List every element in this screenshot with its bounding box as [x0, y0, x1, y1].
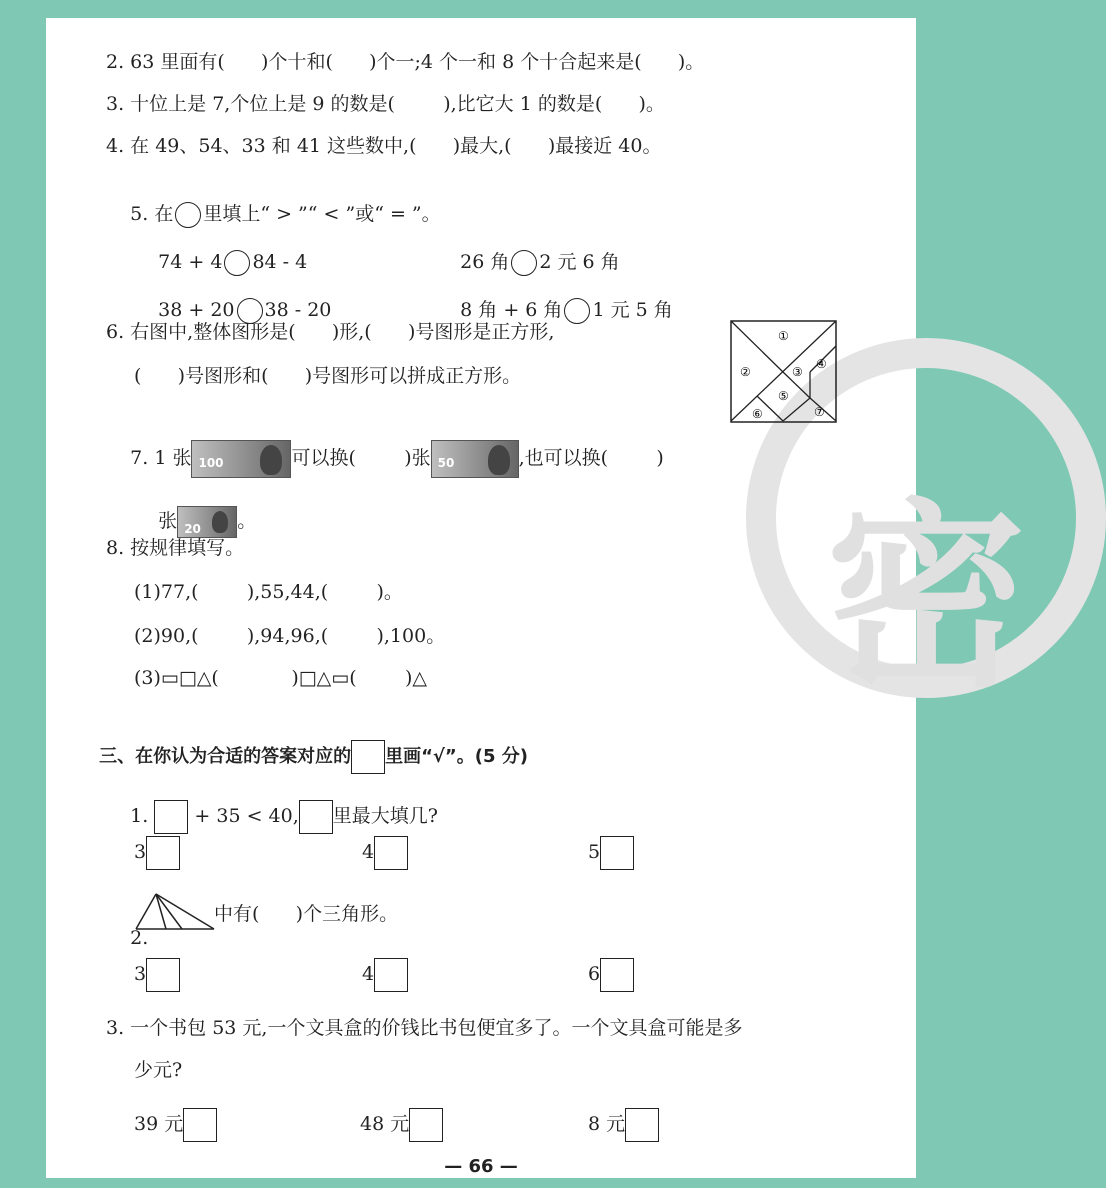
checkbox[interactable]	[374, 836, 408, 870]
checkbox[interactable]	[374, 958, 408, 992]
mc2-number: 2.	[130, 927, 149, 949]
triangle-figure	[134, 892, 216, 932]
mc1-text-end: 里最大填几?	[332, 805, 438, 827]
question-6-line2: ( )号图形和( )号图形可以拼成正方形。	[134, 365, 522, 387]
q5-suffix: 里填上“ > ”“ < ”或“ = ”。	[203, 203, 441, 225]
tangram-label: ⑦	[814, 405, 825, 419]
q8-item-2: (2)90,( ),94,96,( ),100。	[134, 625, 446, 647]
q5a-right: 84 - 4	[252, 251, 308, 273]
tangram-label: ⑤	[778, 389, 789, 403]
tangram-label: ③	[792, 365, 803, 379]
mc3-option: 39 元	[134, 1108, 217, 1142]
checkbox[interactable]	[625, 1108, 659, 1142]
q7-text-d: 张	[158, 510, 178, 532]
mc1-option: 4	[362, 836, 408, 870]
q5d-right: 1 元 5 角	[592, 299, 673, 321]
worksheet-page	[46, 18, 1027, 1178]
watermark-glyph: 密	[826, 482, 1027, 715]
q8-item-1: (1)77,( ),55,44,( )。	[134, 581, 403, 603]
checkbox[interactable]	[146, 836, 180, 870]
q5c-right: 38 - 20	[264, 299, 332, 321]
question-4: 4. 在 49、54、33 和 41 这些数中,( )最大,( )最接近 40。	[106, 135, 662, 157]
question-8: 8. 按规律填写。	[106, 537, 245, 559]
q7-text-e: 。	[237, 510, 257, 532]
tangram-label: ②	[740, 365, 751, 379]
q7-text-a: 7. 1 张	[130, 447, 192, 469]
q7-text-b: 可以换( )张	[291, 447, 431, 469]
q5a-left: 74 + 4	[158, 251, 223, 273]
checkbox[interactable]	[409, 1108, 443, 1142]
answer-box	[351, 740, 385, 774]
answer-box	[299, 800, 333, 834]
bill-denomination: 100	[198, 456, 224, 470]
compare-circle[interactable]	[511, 250, 537, 276]
bill-denomination: 20	[184, 522, 201, 536]
question-3: 3. 十位上是 7,个位上是 9 的数是( ),比它大 1 的数是( )。	[106, 93, 665, 115]
mc1-option: 3	[134, 836, 180, 870]
q7-text-c: ,也可以换( )	[518, 447, 664, 469]
q5b-left: 26 角	[460, 251, 510, 273]
mc1-text: + 35 < 40,	[194, 805, 299, 827]
page-number: — 66 —	[444, 1156, 518, 1177]
mc-question-3-line1: 3. 一个书包 53 元,一个文具盒的价钱比书包便宜多了。一个文具盒可能是多	[106, 1017, 743, 1039]
tangram-label: ①	[778, 329, 789, 343]
sec3-text-a: 三、在你认为合适的答案对应的	[99, 746, 352, 767]
checkbox[interactable]	[600, 958, 634, 992]
mc1-option: 5	[588, 836, 634, 870]
checkbox[interactable]	[600, 836, 634, 870]
q8-item-3: (3)▭□△( )□△▭( )△	[134, 667, 427, 689]
question-6-line1: 6. 右图中,整体图形是( )形,( )号图形是正方形,	[106, 321, 555, 343]
question-2: 2. 63 里面有( )个十和( )个一;4 个一和 8 个十合起来是( )。	[106, 51, 705, 73]
banknote-20	[177, 506, 237, 538]
bill-denomination: 50	[437, 456, 455, 470]
tangram-label: ⑥	[752, 407, 763, 421]
mc2-option: 3	[134, 958, 180, 992]
compare-circle[interactable]	[224, 250, 250, 276]
mc2-option: 4	[362, 958, 408, 992]
tangram-label: ④	[816, 357, 827, 371]
q5d-left: 8 角 + 6 角	[460, 299, 563, 321]
checkbox[interactable]	[183, 1108, 217, 1142]
compare-circle[interactable]	[175, 202, 201, 228]
mc3-option: 8 元	[588, 1108, 659, 1142]
checkbox[interactable]	[146, 958, 180, 992]
q5c-left: 38 + 20	[158, 299, 235, 321]
banknote-100	[191, 440, 291, 478]
sec3-text-b: 里画“√”。(5 分)	[385, 746, 528, 767]
q5b-right: 2 元 6 角	[539, 251, 620, 273]
mc1-number: 1.	[130, 805, 149, 827]
compare-circle[interactable]	[564, 298, 590, 324]
q5-prefix: 5. 在	[130, 203, 174, 225]
tangram-figure	[730, 320, 838, 424]
mc-question-3-line2: 少元?	[134, 1059, 183, 1081]
mc3-option: 48 元	[360, 1108, 443, 1142]
answer-box	[154, 800, 188, 834]
mc2-option: 6	[588, 958, 634, 992]
banknote-50	[431, 440, 519, 478]
mc2-text: 中有( )个三角形。	[214, 903, 399, 925]
